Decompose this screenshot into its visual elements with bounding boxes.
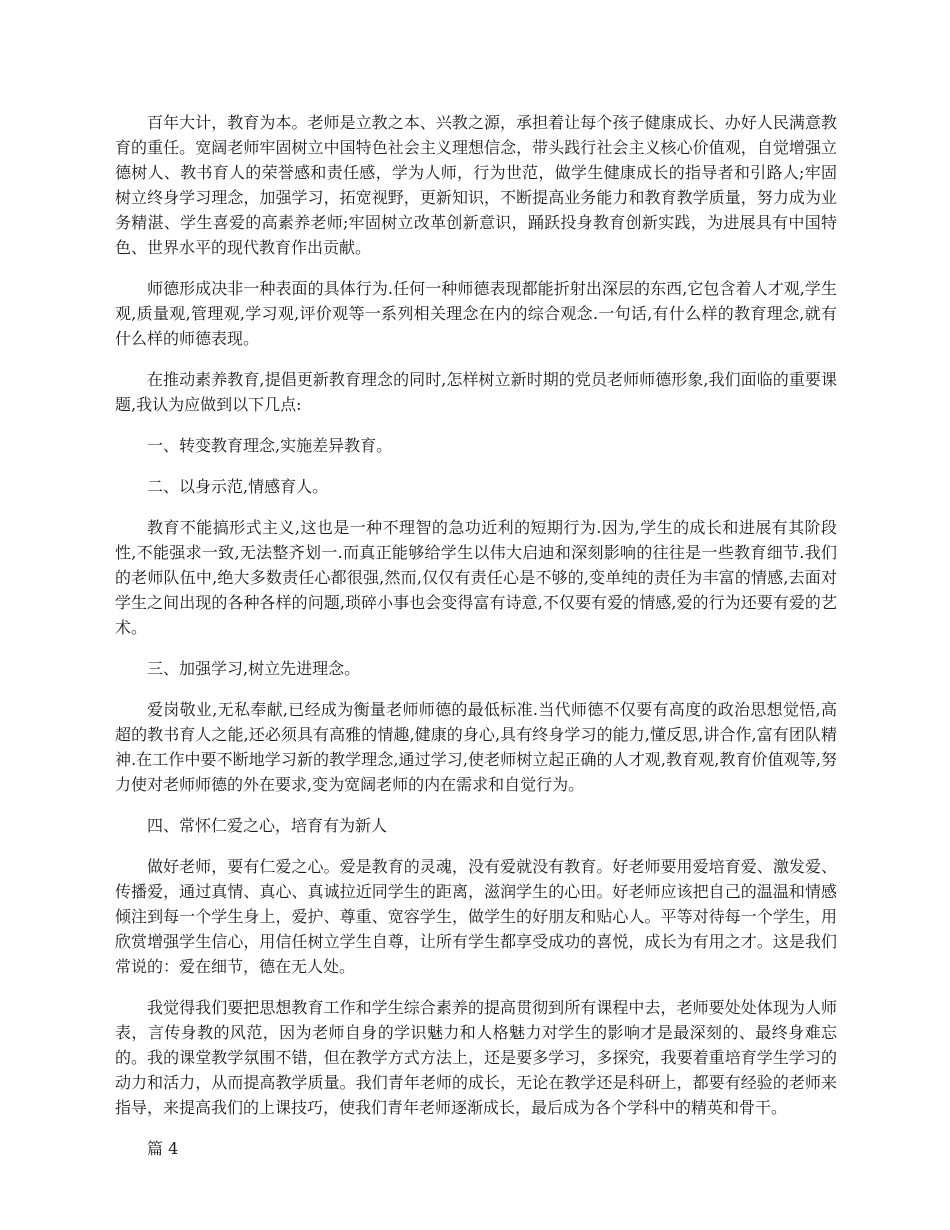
document-body <box>115 110 837 1177</box>
paragraph: 爱岗敬业,无私奉献,已经成为衡量老师师德的最低标准.当代师德不仅要有高度的政治思想觉悟,高超的教书育人之能,还必须具有高雅的情趣,健康的身心,具有终身学习的能力,懂反思,讲合作,富有团队精神.在工作中要不断地学习新的教学理念,通过学习,使老师树立起正确的人才观,教育观,教育价值观等,努力使对老师师德的外在要求,变为宽阔老师的内在需求和自觉行为。 <box>115 700 837 794</box>
paragraph: 教育不能搞形式主义,这也是一种不理智的急功近利的短期行为.因为,学生的成长和进展有其阶段性,不能强求一致,无法整齐划一.而真正能够给学生以伟大启迪和深刻影响的往往是一些教育细节.我们的老师队伍中,绝大多数责任心都很强,然而,仅仅有责任心是不够的,变单纯的责任为丰富的情感,去面对学生之间出现的各种各样的问题,琐碎小事也会变得富有诗意,不仅要有爱的情感,爱的行为还要有爱的艺术。 <box>115 518 837 637</box>
section-heading: 三、加强学习,树立先进理念。 <box>147 659 361 678</box>
paragraph: 做好老师，要有仁爱之心。爱是教育的灵魂，没有爱就没有教育。好老师要用爱培育爱、激发爱、传播爱，通过真情、真心、真诚拉近同学生的距离，滋润学生的心田。好老师应该把自己的温温和情感倾注到每一个学生身上，爱护、尊重、宽容学生，做学生的好朋友和贴心人。平等对待每一个学生，用欣赏增强学生信心，用信任树立学生自尊，让所有学生都享受成功的喜悦，成长为有用之才。这是我们常说的：爱在细节，德在无人处。 <box>115 857 837 976</box>
paragraph: 百年大计，教育为本。老师是立教之本、兴教之源，承担着让每个孩子健康成长、办好人民满意教育的重任。宽阔老师牢固树立中国特色社会主义理想信念，带头践行社会主义核心价值观，自觉增强立德树人、教书育人的荣誉感和责任感，学为人师，行为世范，做学生健康成长的指导者和引路人;牢固树立终身学习理念，加强学习，拓宽视野，更新知识，不断提高业务能力和教育教学质量，努力成为业务精湛、学生喜爱的高素养老师;牢固树立改革创新意识，踊跃投身教育创新实践，为进展具有中国特色、世界水平的现代教育作出贡献。 <box>115 113 837 257</box>
paragraph: 我觉得我们要把思想教育工作和学生综合素养的提高贯彻到所有课程中去，老师要处处体现为人师表，言传身教的风范，因为老师自身的学识魅力和人格魅力对学生的影响才是最深刻的、最终身难忘的。我的课堂教学氛围不错，但在教学方式方法上，还是要多学习，多探究，我要着重培育学生学习的动力和活力，从而提高教学质量。我们青年老师的成长，无论在教学还是科研上，都要有经验的老师来指导，来提高我们的上课技巧，使我们青年老师逐渐成长，最后成为各个学科中的精英和骨干。 <box>115 998 837 1117</box>
section-heading: 二、以身示范,情感育人。 <box>147 477 329 496</box>
section-heading: 四、常怀仁爱之心，培育有为新人 <box>147 816 388 835</box>
paragraph: 师德形成决非一种表面的具体行为.任何一种师德表现都能折射出深层的东西,它包含着人才观,学生观,质量观,管理观,学习观,评价观等一系列相关理念在内的综合观念.一句话,有什么样的教育理念,就有什么样的师德表现。 <box>115 279 837 348</box>
section-heading: 一、转变教育理念,实施差异教育。 <box>147 436 393 455</box>
section-label: 篇 4 <box>147 1139 179 1158</box>
paragraph: 在推动素养教育,提倡更新教育理念的同时,怎样树立新时期的党员老师师德形象,我们面临的重要课题,我认为应做到以下几点: <box>115 370 837 414</box>
